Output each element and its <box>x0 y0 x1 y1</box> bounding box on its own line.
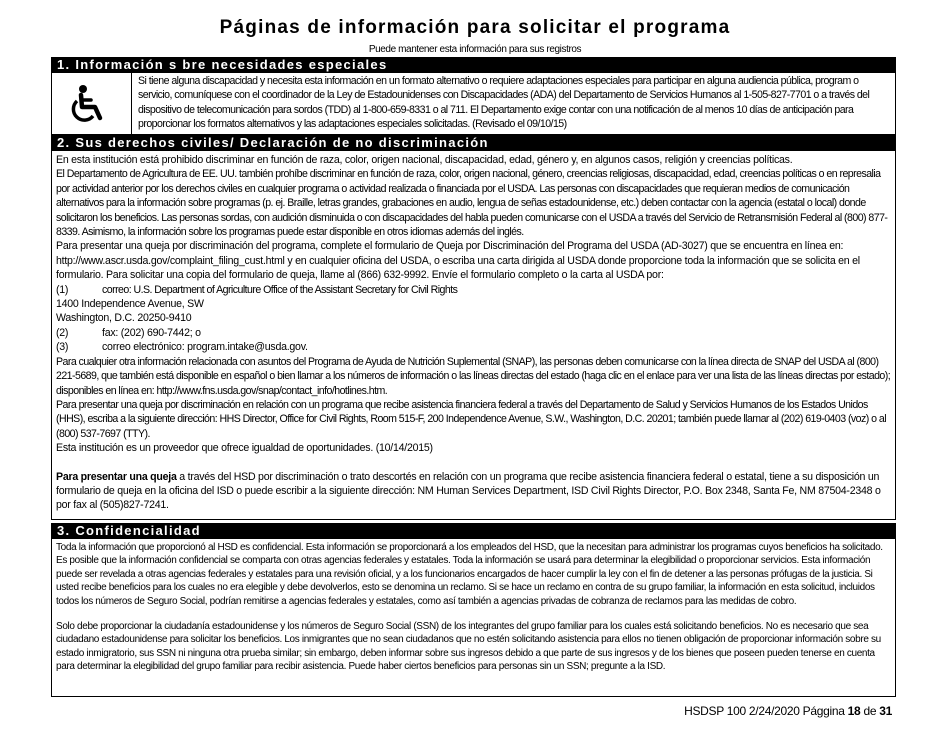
hsd-complaint: Para presentar una queja a través del HSD por discriminación o trato descortés en relación con un programa que recibe asistencia financiera federal o estatal, tiene a su disposición un formulario de queja en la oficina del ISD o puede escribir a la siguiente dirección: NM Human Services Department, ISD Civil Rights Director, P.O. Box 2348, Santa Fe, NM 87504-2348 o por fax al (505)827-7241. <box>56 470 881 512</box>
nondiscrimination-statement: En esta institución está prohibido discriminar en función de raza, color, origen nacional, discapacidad, edad, género y, en algunos casos, religión y creencias políticas. <box>56 154 793 166</box>
complaint-instructions: Para presentar una queja por discriminación del programa, complete el formulario de Queja por Discriminación del Programa del USDA (AD-3027) que se encuentra en línea en: http://www.ascr.usda.gov/complaint_filing_cust.html y en cualquier oficina del USDA, o escriba una carta dirigida al USDA donde proporcione toda la información que se solicita en el formulario. Para solicitar una copia del formulario de queja, llame al (866) 632-9992. Envíe el formulario completo o la carta al USDA por: <box>56 240 860 282</box>
section-3-heading: 3. Confidencialidad <box>51 523 896 539</box>
snap-info: Para cualquier otra información relacionada con asuntos del Programa de Ayuda de Nutrición Suplemental (SNAP), las personas deben comunicarse con la línea directa de SNAP del USDA al (800) 221-5689, que también está disponible en español o bien llamar a los números de información o las líneas directas del estado (haga clic en el enlace para ver una lista de las líneas directas por estado); disponibles en línea en: http://www.fns.usda.gov/snap/contact_info/hotlines.htm. <box>56 355 891 397</box>
contact-item-email: (3) correo electrónico: program.intake@usda.gov. <box>56 341 308 354</box>
section-2-heading: 2. Sus derechos civiles/ Declaración de no discriminación <box>51 135 896 151</box>
contact-item-mail: (1) correo: U.S. Department of Agriculture Office of the Assistant Secretary for Civil Rights <box>56 283 458 296</box>
section-confidentiality <box>51 523 896 697</box>
address-line-1: 1400 Independence Avenue, SW <box>56 298 204 311</box>
page-label: Pággina <box>802 704 845 718</box>
confidentiality-text: Toda la información que proporcionó al HSD es confidencial. Esta información se proporcionará a los empleados del HSD, que la necesitan para administrar los programas cuyos beneficios ha solicitado. Es posible que la información confidencial se comparta con otras agencias federales y estatales. Toda la información se usará para determinar la elegibilidad o proporcionar servicios. Esta información puede ser revelada a otras agencias federales y estatales para una revisión oficial, y a los funcionarios encargados de hacer cumplir la ley con el fin de detener a las personas prófugas de la justicia. Si usted recibe beneficios para los cuales no era elegible y debe devolverlos, esto se denomina un reclamo. Si se hace un reclamo en contra de su grupo familiar, la información en esta solicitud, incluidos todos los números de Seguro Social, podrían remitirse a agencias federales y estatales, como así también a agencias privadas de cobranza de reclamos para las medidas de cobro. <box>56 542 883 607</box>
section-civil-rights <box>51 135 896 520</box>
section-1-body <box>51 73 896 135</box>
wheelchair-icon <box>69 84 109 124</box>
page-subtitle: Puede mantener esta información para sus registros <box>368 44 582 55</box>
equal-opportunity: Esta institución es un proveedor que ofrece igualdad de oportunidades. (10/14/2015) <box>56 442 433 455</box>
citizenship-ssn-text: Solo debe proporcionar la ciudadanía estadounidense y los números de Seguro Social (SSN) de los integrantes del grupo familiar para los cuales está solicitando beneficios. No es necesario que sea ciudadano estadounidense para solicitar los beneficios. Los inmigrantes que no sean ciudadanos que no estén solicitando asistencia para ellos no tienen obligación de proporcionar información sobre su estado inmigratorio, sus SSN ni ninguna otra prueba similar; sin embargo, deben informar sobre sus ingresos debido a que parte de sus ingresos y de los bienes que poseen pueden tenerse en cuenta para determinar la elegibilidad del grupo familiar para recibir asistencia. Puede haber ciertos beneficios para personas sin un SSN; pregunte a la ISD. <box>56 621 881 673</box>
of-label: de <box>863 704 877 718</box>
form-number: HSDSP 100 2/24/2020 <box>684 704 800 718</box>
spacer <box>56 456 892 470</box>
section-1-heading: 1. Información s bre necesidades especiales <box>51 57 896 73</box>
contact-item-fax: (2) fax: (202) 690-7442; o <box>56 326 201 339</box>
section-3-body <box>51 539 896 697</box>
page-footer <box>684 704 892 718</box>
page-number: 18 <box>847 704 861 718</box>
usda-statement: El Departamento de Agricultura de EE. UU. también prohíbe discriminar en función de raza, color, origen nacional, género, creencias religiosas, discapacidad, edad, creencias políticas o en represalia por actividad anterior por los derechos civiles en cualquier programa o actividad realizada o financiada por el USDA. Las personas con discapacidades que requieran medios de comunicación alternativos para la información sobre programas (p. ej. Braille, letras grandes, grabaciones en audio, lengua de señas estadounidense, etc.) deben contactar con la agencia (estatal o local) donde solicitaron los beneficios. Las personas sordas, con audición disminuida o con discapacidades del habla pueden comunicarse con el USDA a través del Servicio de Retransmisión Federal al (800) 877-8339. Asimismo, la información sobre los programas puede estar disponible en otros idiomas además del inglés. <box>56 168 888 239</box>
wheelchair-icon-cell <box>52 73 132 134</box>
section-special-needs <box>51 57 896 135</box>
page-title: Páginas de información para solicitar el programa <box>219 17 731 38</box>
address-line-2: Washington, D.C. 20250-9410 <box>56 312 192 325</box>
section-2-body <box>51 151 896 520</box>
hhs-complaint: Para presentar una queja por discriminación en relación con un programa que recibe asistencia financiera federal a través del Departamento de Salud y Servicios Humanos de los Estados Unidos (HHS), escriba a la siguiente dirección: HHS Director, Office for Civil Rights, Room 515-F, 200 Independence Avenue, S.W., Washington, D.C. 20201; también puede llamar al (202) 619-0403 (voz) o al (800) 537-7697 (TTY). <box>56 398 887 440</box>
page-total: 31 <box>879 704 892 718</box>
spacer <box>56 608 892 620</box>
special-needs-text: Si tiene alguna discapacidad y necesita esta información en un formato alternativo o requiere adaptaciones especiales para participar en alguna audiencia pública, program o servicio, comuníquese con el coordinador de la Ley de Estadounidenses con Discapacidades (ADA) del Departamento de Servicios Humanos al 1-505-827-7701 o a través del dispositivo de telecomunicación para sordos (TDD) al 1-800-659-8331 o al 711. El Departamento exige contar con una notificación de al menos 10 días de anticipación para proporcionar los formatos alternativos y las adaptaciones especiales solicitadas. (Revisado el 09/10/15) <box>138 75 870 131</box>
